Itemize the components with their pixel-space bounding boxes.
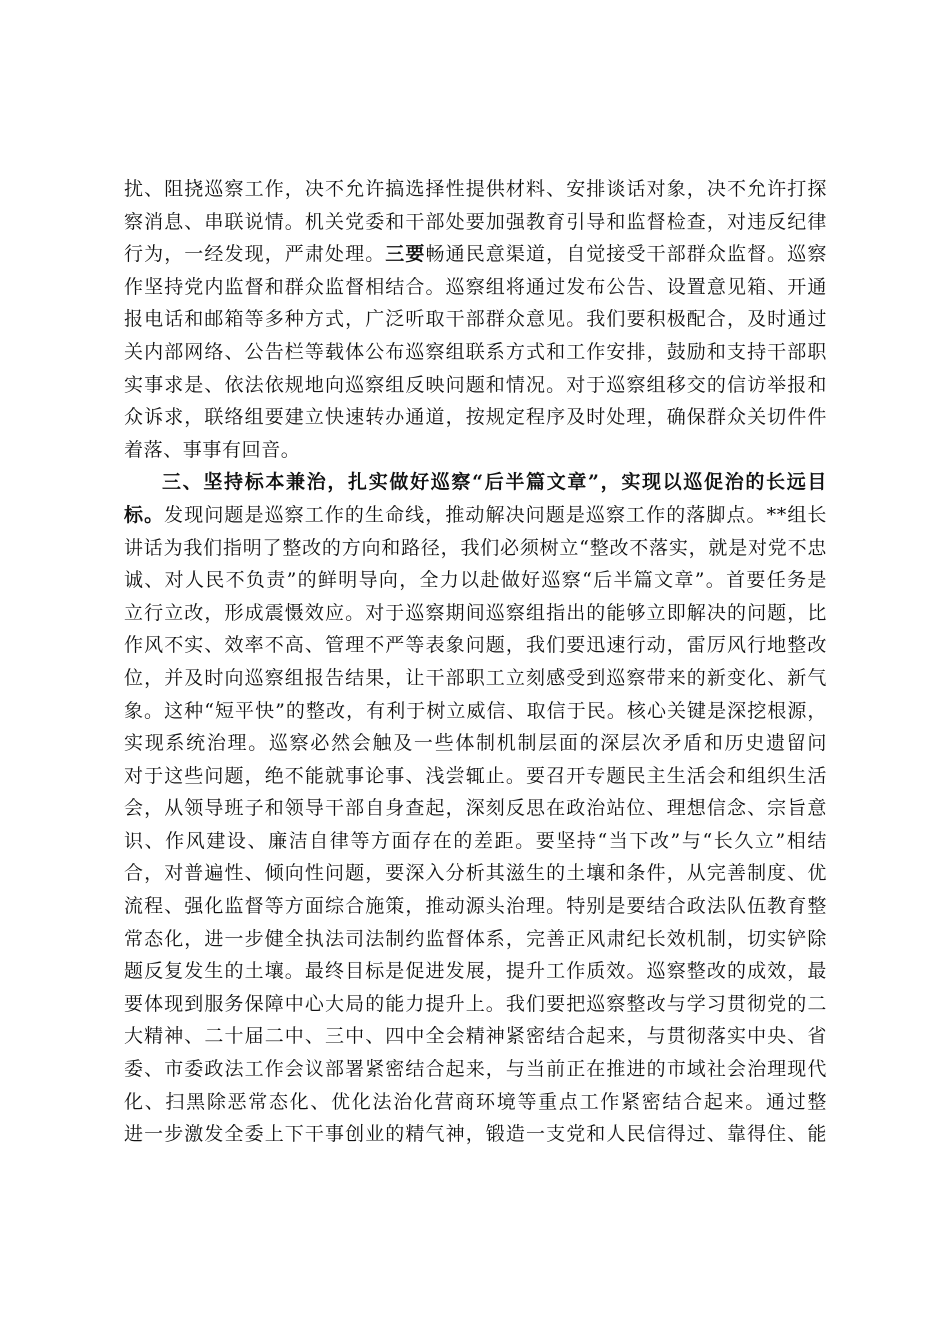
paragraph-line: 常态化，进一步健全执法司法制约监督体系，完善正风肃纪长效机制，切实铲除 <box>124 927 827 950</box>
bold-run: 三要 <box>385 243 426 266</box>
paragraph-line: 立行立改，形成震慑效应。对于巡察期间巡察组指出的能够立即解决的问题，比 <box>124 601 827 624</box>
paragraph-line: 扰、阻挠巡察工作，决不允许搞选择性提供材料、安排谈话对象，决不允许打探 <box>124 178 827 200</box>
paragraph-line: 象。这种“短平快”的整改，有利于树立威信、取信于民。核心关键是深挖根源， <box>124 699 827 722</box>
paragraph-line: 识、作风建设、廉洁自律等方面存在的差距。要坚持“当下改”与“长久立”相结 <box>124 829 827 852</box>
paragraph-line: 作坚持党内监督和群众监督相结合。巡察组将通过发布公告、设置意见箱、开通 <box>124 275 827 298</box>
body-text <box>124 173 827 1151</box>
paragraph-line: 位，并及时向巡察组报告结果，让干部职工立刻感受到巡察带来的新变化、新气 <box>124 666 827 689</box>
paragraph-line: 察消息、串联说情。机关党委和干部处要加强教育引导和监督检查，对违反纪律 <box>124 210 827 233</box>
paragraph-line: 诚、对人民不负责”的鲜明导向，全力以赴做好巡察“后半篇文章”。首要任务是 <box>124 569 827 592</box>
paragraph-line: 化、扫黑除恶常态化、优化法治化营商环境等重点工作紧密结合起来。通过整 <box>124 1090 827 1113</box>
paragraph-line: 流程、强化监督等方面综合施策，推动源头治理。特别是要结合政法队伍教育整 <box>124 895 827 918</box>
paragraph-line: 作风不实、效率不高、管理不严等表象问题，我们要迅速行动，雷厉风行地整改 <box>124 634 827 657</box>
paragraph-line <box>124 499 827 532</box>
paragraph-line: 对于这些问题，绝不能就事论事、浅尝辄止。要召开专题民主生活会和组织生活 <box>124 764 827 787</box>
text-run: 畅通民意渠道，自觉接受干部群众监督。巡察 <box>425 243 827 266</box>
section-heading: 三、坚持标本兼治，扎实做好巡察“后半篇文章”，实现以巡促治的长远目 <box>162 471 827 494</box>
paragraph-line: 要体现到服务保障中心大局的能力提升上。我们要把巡察整改与学习贯彻党的二 <box>124 992 827 1015</box>
paragraph-line: 题反复发生的土壤。最终目标是促进发展，提升工作质效。巡察整改的成效，最 <box>124 960 827 983</box>
paragraph-line <box>124 238 827 271</box>
paragraph-line: 实现系统治理。巡察必然会触及一些体制机制层面的深层次矛盾和历史遗留问 <box>124 732 827 755</box>
paragraph-line: 实事求是、依法依规地向巡察组反映问题和情况。对于巡察组移交的信访举报和 <box>124 373 827 396</box>
paragraph-line: 讲话为我们指明了整改的方向和路径，我们必须树立“整改不落实，就是对党不忠 <box>124 536 827 559</box>
paragraph-line: 会，从领导班子和领导干部自身查起，深刻反思在政治站位、理想信念、宗旨意 <box>124 797 827 820</box>
section-heading-end: 标。 <box>124 503 165 526</box>
paragraph-line: 着落、事事有回音。 <box>124 438 301 461</box>
paragraph-line: 众诉求，联络组要建立快速转办通道，按规定程序及时处理，确保群众关切件件 <box>124 406 827 429</box>
text-run: 发现问题是巡察工作的生命线，推动解决问题是巡察工作的落脚点。**组长 <box>164 503 827 526</box>
paragraph-line: 关内部网络、公告栏等载体公布巡察组联系方式和工作安排，鼓励和支持干部职 <box>124 340 827 363</box>
text-run: 行为，一经发现，严肃处理。 <box>124 243 386 266</box>
paragraph-line: 大精神、二十届二中、三中、四中全会精神紧密结合起来，与贯彻落实中央、省 <box>124 1025 827 1048</box>
paragraph-line: 委、市委政法工作会议部署紧密结合起来，与当前正在推进的市域社会治理现代 <box>124 1058 827 1081</box>
paragraph-line: 报电话和邮箱等多种方式，广泛听取干部群众意见。我们要积极配合，及时通过 <box>124 308 827 331</box>
paragraph-line: 进一步激发全委上下干事创业的精气神，锻造一支党和人民信得过、靠得住、能 <box>124 1123 827 1146</box>
paragraph-line: 合，对普遍性、倾向性问题，要深入分析其滋生的土壤和条件，从完善制度、优 <box>124 862 827 885</box>
